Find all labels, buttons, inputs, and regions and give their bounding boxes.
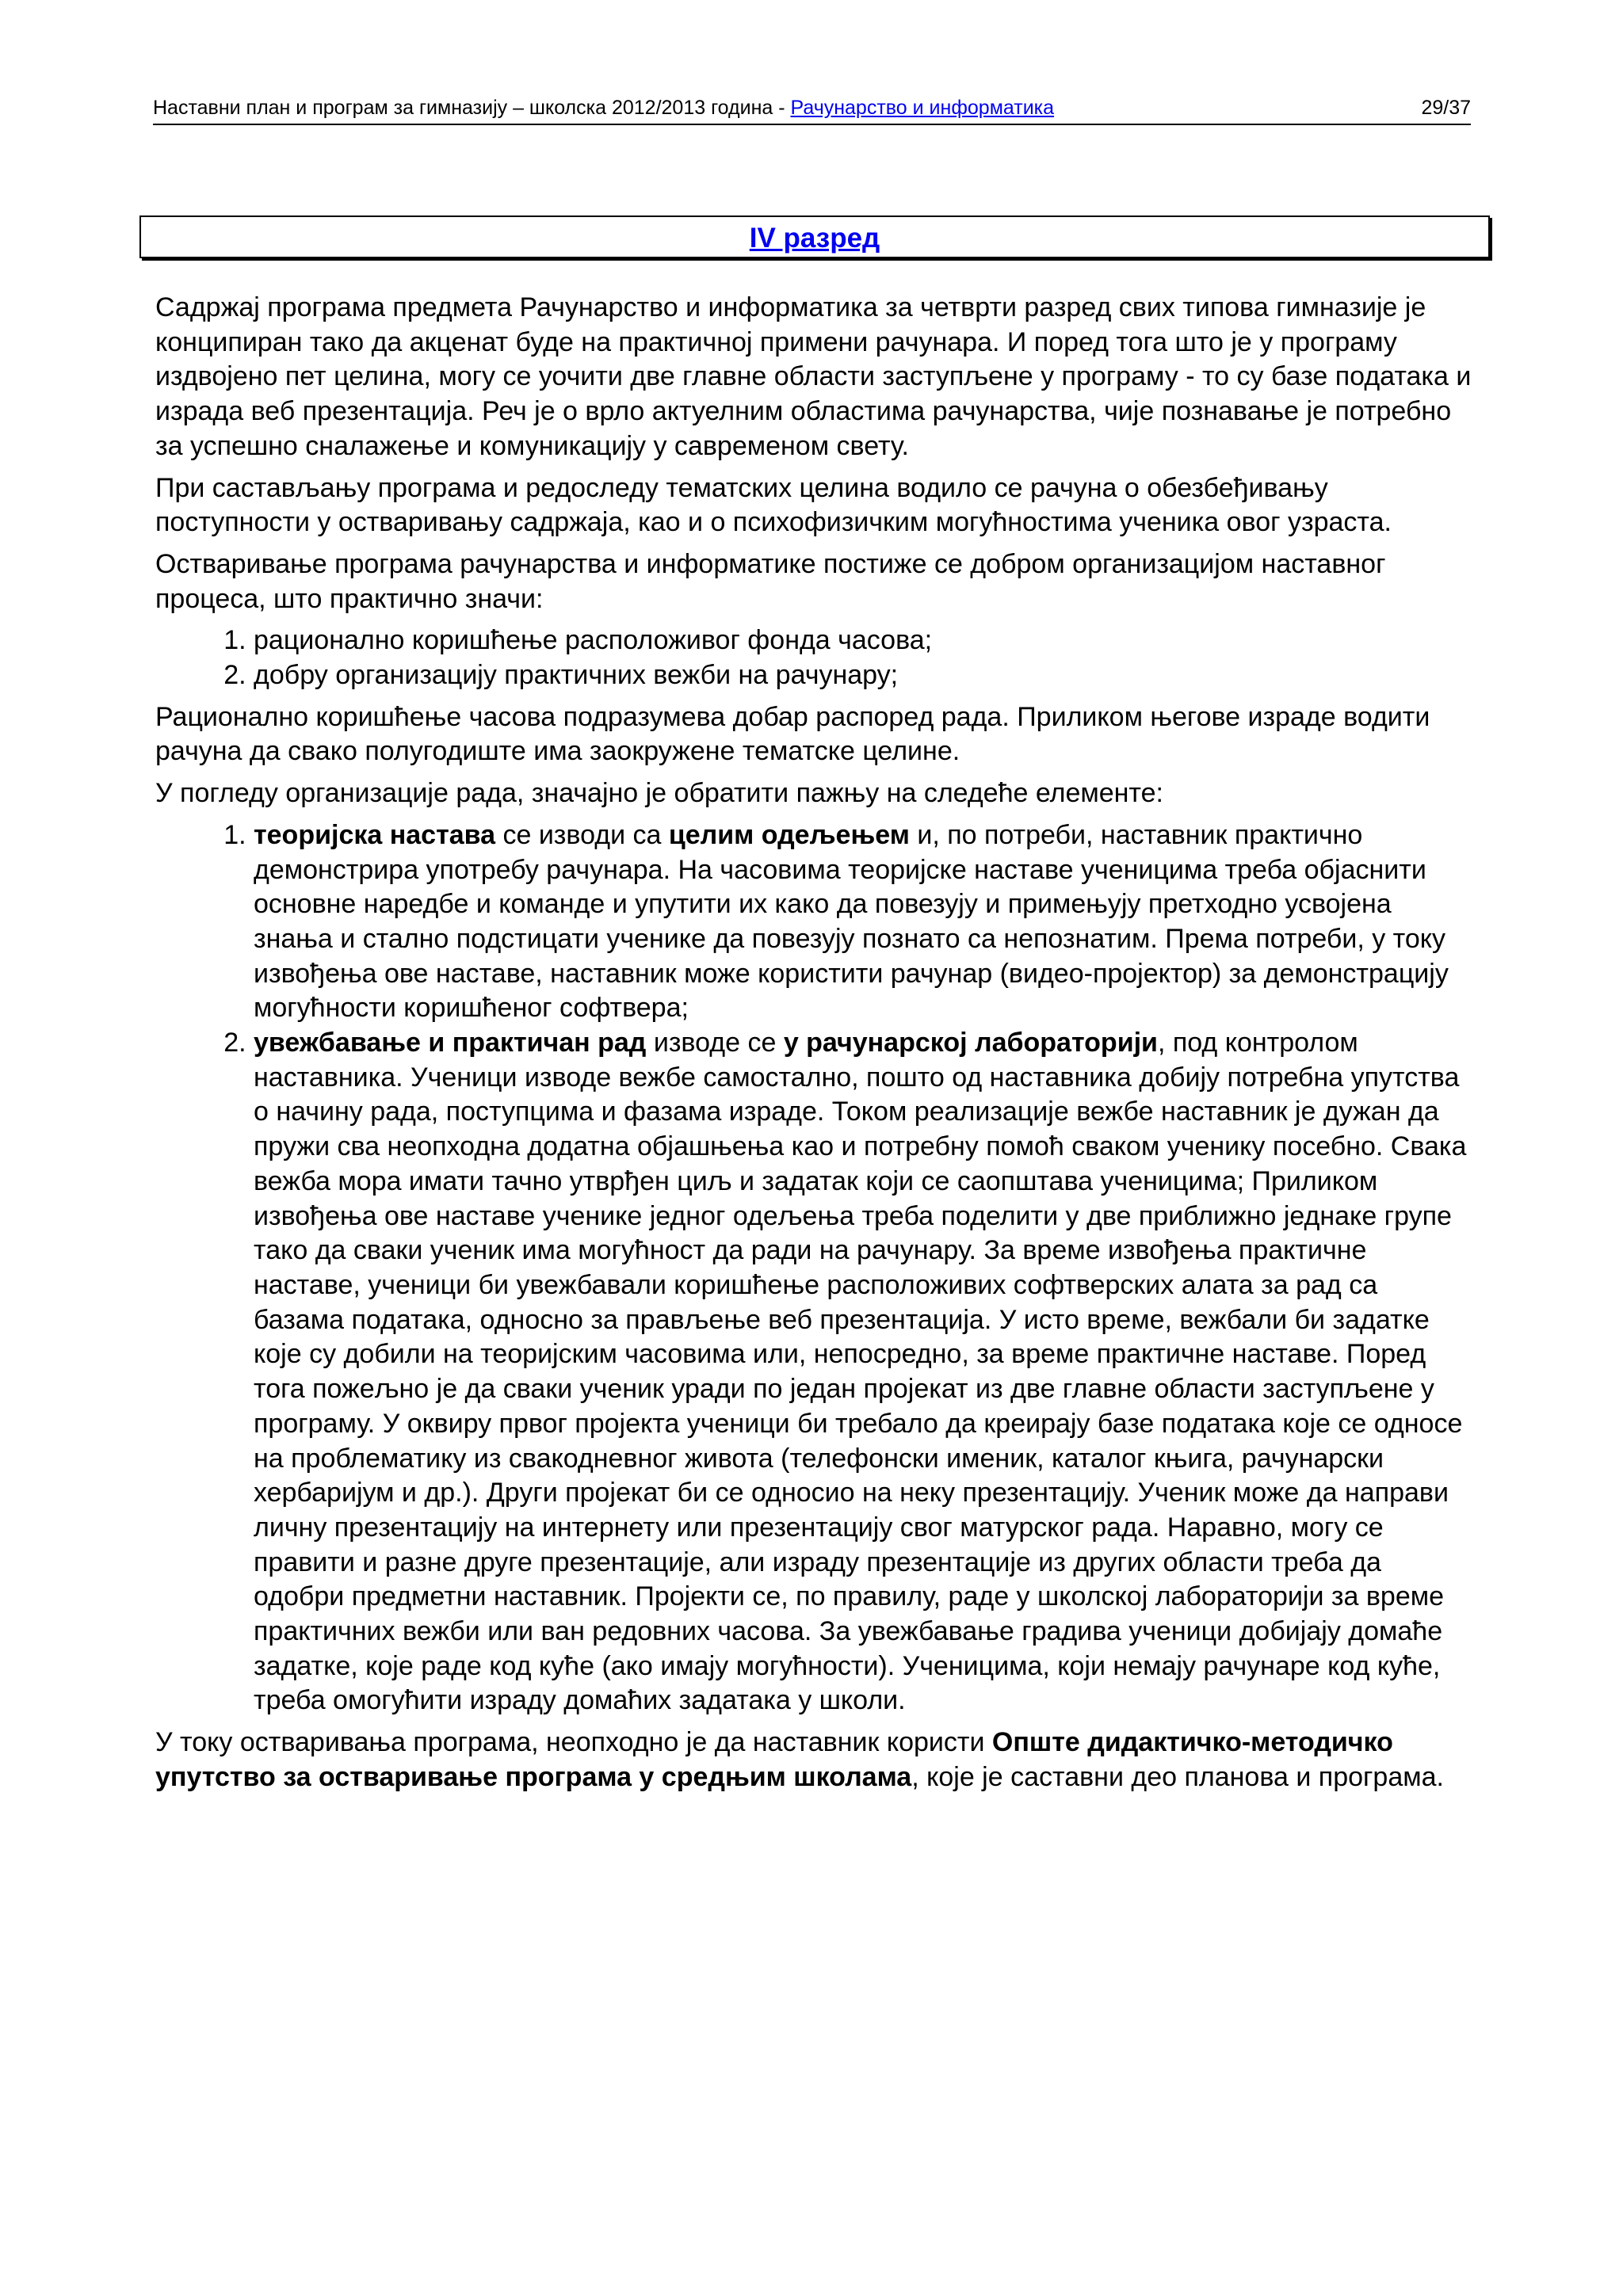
bold-term: теоријска настава — [254, 819, 496, 850]
bold-term: Опште дидактичко-методичко упутство за остваривање програма у средњим школама — [155, 1727, 1393, 1792]
text-run: У току остваривања програма, неопходно је да наставник користи — [155, 1727, 992, 1758]
realization-list — [155, 624, 1475, 692]
paragraph-organization: У погледу организације рада, значајно је обратити пажњу на следеће елементе: — [155, 778, 1163, 809]
text-run: , које је саставни део планова и програма. — [911, 1761, 1444, 1792]
list-item: 2. добру организацију практичних вежби на рачунару; — [254, 658, 1475, 693]
list-item: 1. рационално коришћење расположивог фонда часова; — [254, 624, 1475, 658]
page-number: 29/37 — [1421, 97, 1471, 119]
page-header — [153, 95, 1471, 125]
section-title-link[interactable]: IV разред — [749, 223, 880, 254]
paragraph-intro: Садржај програма предмета Рачунарство и информатика за четврти разред свих типова гимназије је конципиран тако да акценат буде на практичној примени рачунара. И поред тога што је у програму издвојено пет целина, могу се уочити две главне области заступљене у програму - то су базе података и израда веб презентација. Реч је о врло актуелним областима рачунарства, чије познавање је потребно за успешно сналажење и комуникацију у савременом свету. — [155, 292, 1472, 461]
paragraph-program-structure: При састављању програма и редоследу тематских целина водило се рачуна о обезбеђивању поступности у остваривању садржаја, као и о психофизичким могућностима ученика овог узраста. — [155, 472, 1392, 538]
text-run: се изводи са — [495, 819, 669, 850]
header-subject-link[interactable]: Рачунарство и информатика — [790, 97, 1055, 119]
header-text — [153, 97, 1054, 120]
bold-term: целим одељењем — [668, 819, 910, 850]
paragraph-realization: Остваривање програма рачунарства и информатике постиже се добром организацијом наставног процеса, што практично значи: — [155, 548, 1386, 614]
bold-term: у рачунарској лабораторији — [783, 1028, 1158, 1058]
text-run: и, по потреби, наставник практично демонстрира употребу рачунара. На часовима теоријске наставе ученицима треба објаснити основне наредбе и команде и упутити их како да повезују и примењују претходно усвојена знања и стално подстицати ученике да повезују познато са непознатим. Према потреби, у току извођења ове наставе, наставник може користити рачунар (видео-пројектор) за демонстрацију могућности коришћеног софтвера; — [254, 819, 1449, 1024]
list-item-theory — [254, 818, 1475, 1026]
organization-list — [155, 818, 1475, 1718]
header-document-title: Наставни план и програм за гимназију – школска 2012/2013 година - — [153, 97, 791, 119]
paragraph-rational-use: Рационално коришћење часова подразумева добар распоред рада. Приликом његове израде водити рачуна да свако полугодиште има заокружене тематске целине. — [155, 701, 1430, 767]
section-title-box — [139, 215, 1490, 258]
text-run: изводе се — [646, 1028, 784, 1058]
document-body — [155, 291, 1475, 1802]
list-item-practice — [254, 1026, 1475, 1718]
paragraph-conclusion — [155, 1726, 1475, 1794]
text-run: , под контролом наставника. Ученици изводе вежбе самостално, пошто од наставника добију потребна упутства о начину рада, поступцима и фазама израде. Током реализације вежбе наставник је дужан да пружи сва неопходна додатна објашњења као и потребну помоћ сваком ученику посебно. Свака вежба мора имати тачно утврђен циљ и задатак који се саопштава ученицима; Приликом извођења ове наставе ученике једног одељења треба поделити у две приближно једнаке групе тако да сваки ученик има могућност да ради на рачунару. За време извођења практичне наставе, ученици би увежбавали коришћење расположивих софтверских алата за рад са базама података, односно за прављење веб презентација. У исто време, вежбали би задатке које су добили на теоријским часовима или, непосредно, за време практичне наставе. Поред тога пожељно је да сваки ученик уради по један пројекат из две главне области заступљене у програму. У оквиру првог пројекта ученици би требало да креирају базе података које се односе на проблематику из свакодневног живота (телефонски именик, каталог књига, рачунарски хербаријум и др.). Други пројекат би се односио на неку презентацију. Ученик може да направи личну презентацију на интернету или презентацију свог матурског рада. Наравно, могу се правити и разне друге презентације, али израду презентације из других области треба да одобри предметни наставник. Пројекти се, по правилу, раде у школској лабораторији за време практичних вежби или ван редовних часова. За увежбавање градива ученици добијају домаће задатке, које раде код куће (ако имају могућности). Ученицима, који немају рачунаре код куће, треба омогућити израду домаћих задатака у школи. — [254, 1028, 1467, 1716]
bold-term: увежбавање и практичан рад — [254, 1028, 647, 1058]
